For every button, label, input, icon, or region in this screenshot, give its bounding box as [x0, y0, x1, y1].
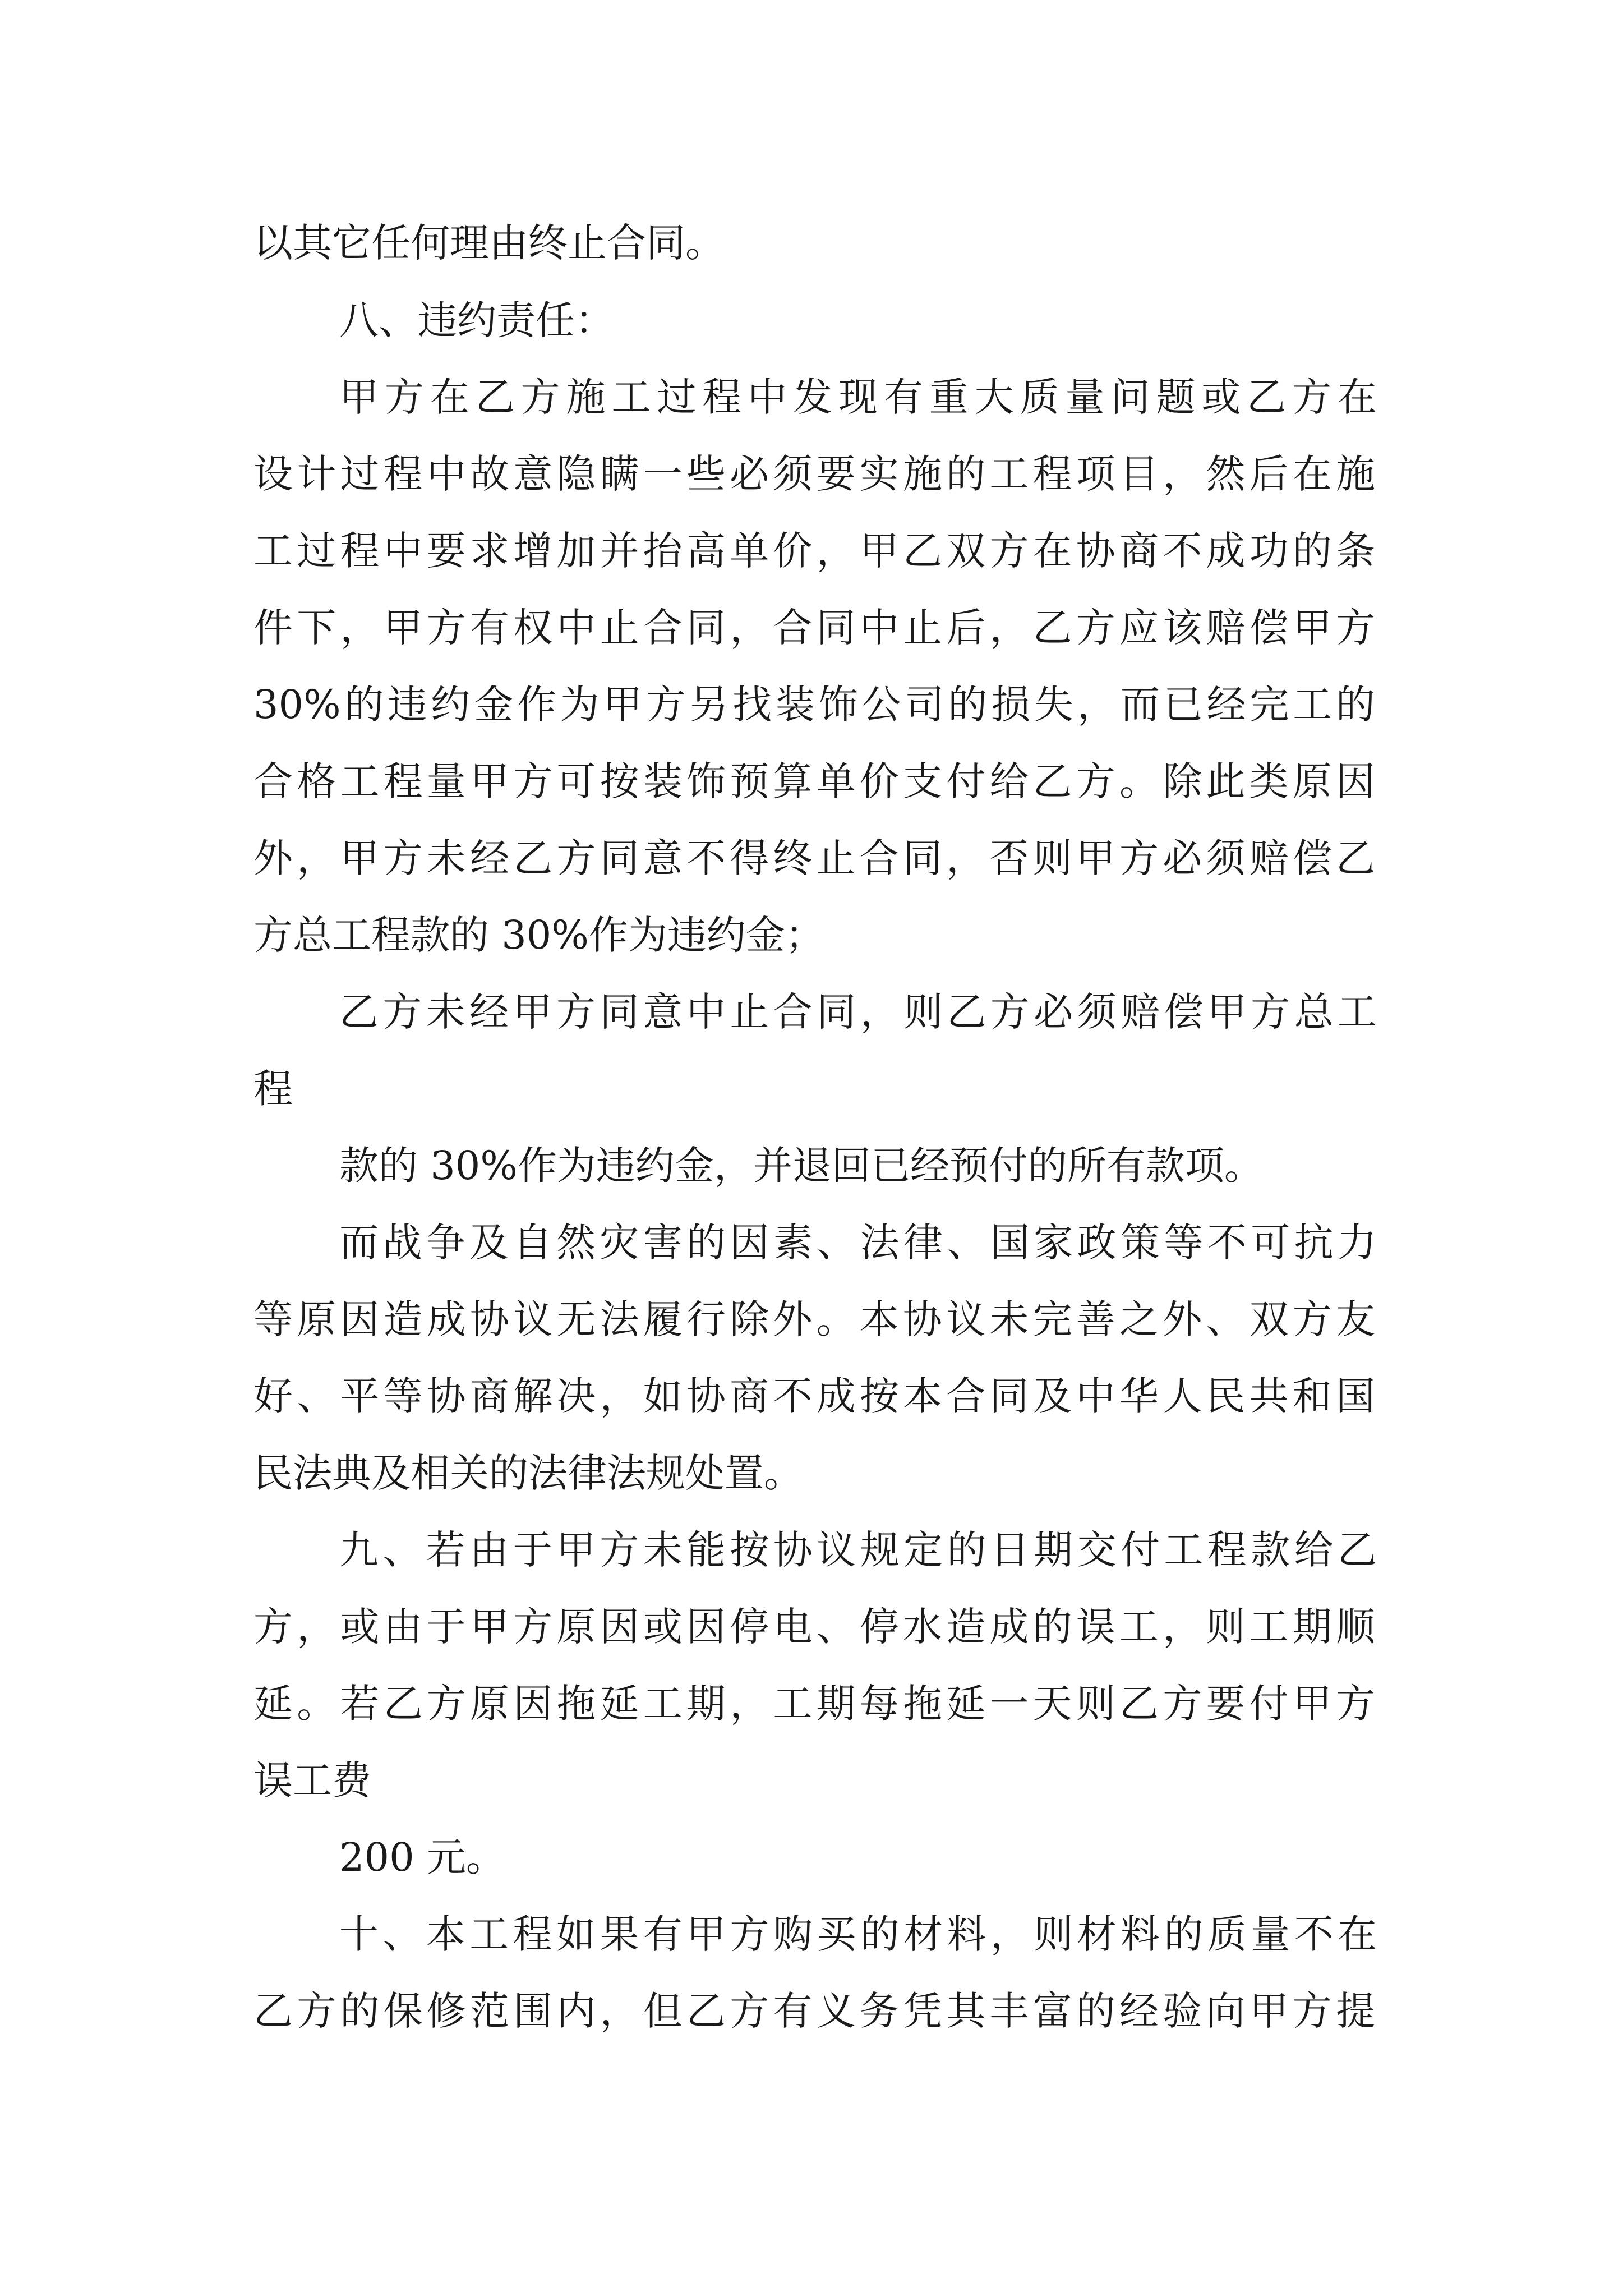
section-heading-ten: 十、本工程如果有甲方购买的材料，则材料的质量不在: [339, 1911, 1377, 1957]
text-line: 等原因造成协议无法履行除外。本协议未完善之外、双方友: [253, 1296, 1375, 1342]
text-line: 误工费: [253, 1757, 371, 1803]
text-line: 甲方在乙方施工过程中发现有重大质量问题或乙方在: [339, 374, 1377, 420]
section-heading-breach: 八、违约责任：: [339, 297, 614, 343]
text-line: 乙方未经甲方同意中止合同，则乙方必须赔偿甲方总工: [339, 989, 1377, 1035]
text-line: 合格工程量甲方可按装饰预算单价支付给乙方。除此类原因: [253, 758, 1375, 804]
text-line: 程: [253, 1066, 293, 1112]
text-line: 方，或由于甲方原因或因停电、停水造成的误工，则工期顺: [253, 1604, 1375, 1650]
text-line: 款的 30%作为违约金，并退回已经预付的所有款项。: [339, 1143, 1264, 1189]
text-line: 乙方的保修范围内，但乙方有义务凭其丰富的经验向甲方提: [253, 1988, 1375, 2034]
text-line: 而战争及自然灾害的因素、法律、国家政策等不可抗力: [339, 1220, 1377, 1266]
text-line: 民法典及相关的法律法规处置。: [253, 1450, 803, 1496]
text-line: 外，甲方未经乙方同意不得终止合同，否则甲方必须赔偿乙: [253, 835, 1375, 881]
text-line: 设计过程中故意隐瞒一些必须要实施的工程项目，然后在施: [253, 451, 1375, 497]
text-line: 工过程中要求增加并抬高单价，甲乙双方在协商不成功的条: [253, 528, 1375, 574]
text-line: 延。若乙方原因拖延工期，工期每拖延一天则乙方要付甲方: [253, 1681, 1375, 1727]
text-line: 30%的违约金作为甲方另找装饰公司的损失，而已经完工的: [253, 682, 1375, 728]
section-heading-nine: 九、若由于甲方未能按协议规定的日期交付工程款给乙: [339, 1527, 1377, 1573]
text-line: 方总工程款的 30%作为违约金；: [253, 912, 824, 958]
text-line: 好、平等协商解决，如协商不成按本合同及中华人民共和国: [253, 1373, 1375, 1419]
text-line: 200 元。: [339, 1834, 505, 1880]
text-line: 件下，甲方有权中止合同，合同中止后，乙方应该赔偿甲方: [253, 605, 1375, 651]
text-line: 以其它任何理由终止合同。: [253, 220, 725, 266]
